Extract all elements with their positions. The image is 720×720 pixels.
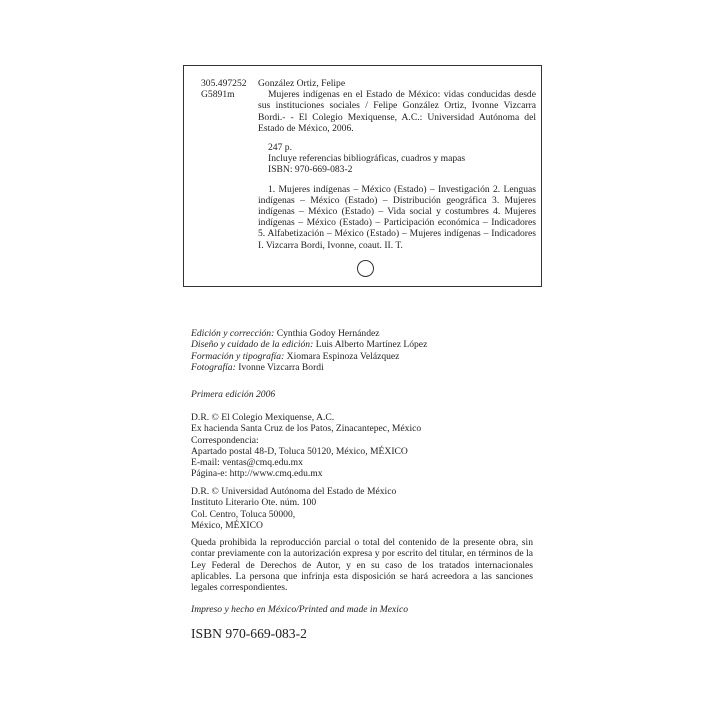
printed-in: Impreso y hecho en México/Printed and made in Mexico [191,604,409,615]
card-author: González Ortiz, Felipe [258,78,346,89]
catalog-card [183,65,542,287]
card-pages: 247 p. [268,142,292,154]
credit-design: Diseño y cuidado de la edición: Luis Alberto Martínez López [191,339,428,351]
edition-line: Primera edición 2006 [191,389,276,400]
rights-colegio-mexiquense: D.R. © El Colegio Mexiquense, A.C. Ex hacienda Santa Cruz de los Patos, Zinacantepec, México Correspondencia: Apartado postal 48-D, Toluca 50120, México, MÉXICO E-mail: ventas@cmq.edu.mx Página-e: http://www.cmq.edu.mx [191,412,422,480]
legal-notice: Queda prohibida la reproducción parcial o total del contenido de la presente obra, sin contar previamente con la autorización expresa y por escrito del titular, en términos de la Ley Federal de Derechos de Autor, y en su caso de los tratados internacionales aplicables. La persona que infrinja esta disposición se hará acreedora a las sanciones legales correspondientes. [191,537,533,594]
isbn: ISBN 970-669-083-2 [191,626,307,641]
rights-uaem: D.R. © Universidad Autónoma del Estado de México Instituto Literario Ote. núm. 100 Col. Centro, Toluca 50000, México, MÉXICO [191,486,397,531]
card-title: Mujeres indígenas en el Estado de México: vidas conducidas desde sus instituciones sociales / Felipe González Ortiz, Ivonne Vizcarra Bordi.- - El Colegio Mexiquense, A.C.: Universidad Autónoma del Estado de México, 2006. [258,89,536,134]
catalog-entry [258,78,536,251]
credit-typesetting: Formación y tipografía: Xiomara Espinoza Velázquez [191,350,400,362]
card-hole-icon [357,260,374,277]
card-subjects: 1. Mujeres indígenas – México (Estado) – Investigación 2. Lenguas indígenas – México (Estado) – Distribución geográfica 3. Mujeres indígenas – México (Estado) – Vida social y costumbres 4. Mujeres indígenas – México (Estado) – Participación económica – Indicadores 5. Alfabetización – México (Estado) – Mujeres indígenas – Indicadores I. Vizcarra Bordi, Ivonne, coaut. II. T. [258,183,536,251]
call-number-class: 305.497252 [201,78,247,89]
card-includes: Incluye referencias bibliográficas, cuadros y mapas [268,153,466,165]
call-number-cutter: G5891m [201,89,235,101]
card-notes [258,142,536,176]
card-isbn: ISBN: 970-669-083-2 [268,164,353,176]
credits [191,328,427,373]
email: E-mail: ventas@cmq.edu.mx [191,457,303,469]
call-number [201,78,247,100]
credit-photography: Fotografía: Ivonne Vizcarra Bordi [191,361,324,373]
website: Página-e: http://www.cmq.edu.mx [191,468,323,480]
credit-editing: Edición y corrección: Cynthia Godoy Hernández [191,328,380,339]
